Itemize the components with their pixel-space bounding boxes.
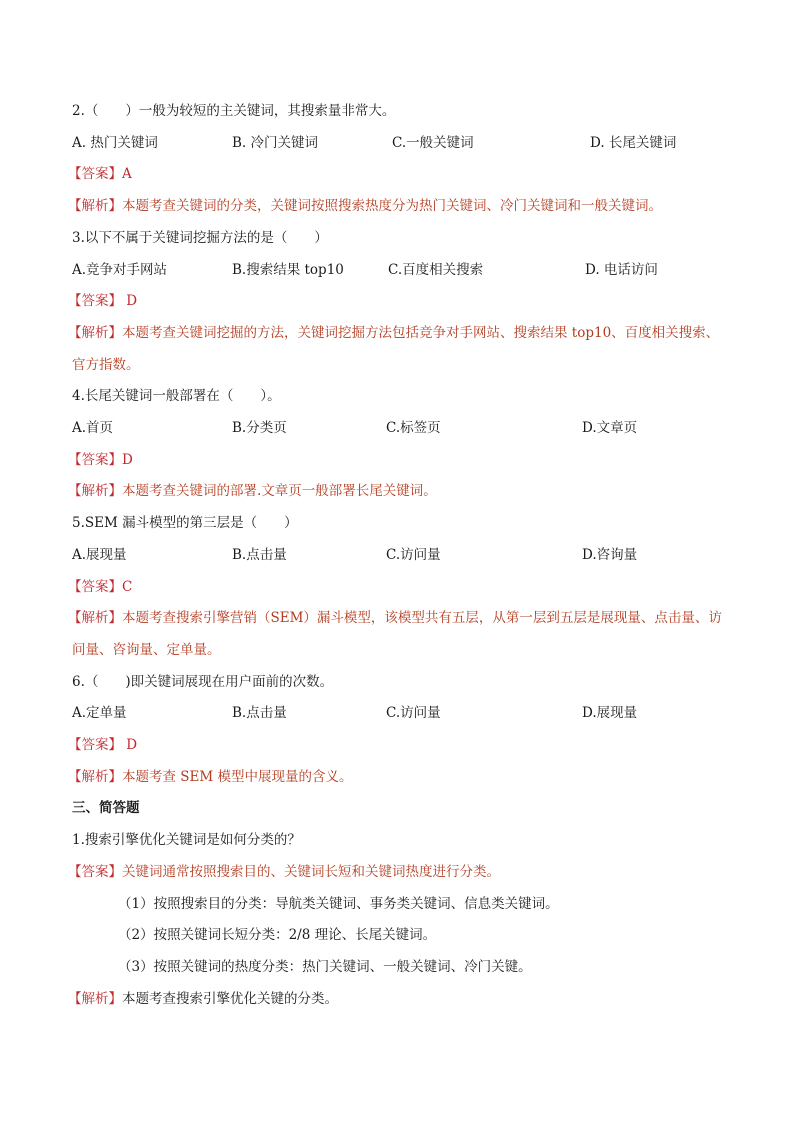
answer-value: D [122, 293, 138, 310]
analysis-text: 本题考查关键词挖掘的方法，关键词挖掘方法包括竞争对手网站、搜索结果 top10、百度相关搜索、官方指数。 [72, 324, 720, 373]
answer-tag: 【答案】 [68, 737, 122, 754]
analysis-tag: 【解析】 [68, 483, 122, 500]
question-4-stem: 4.长尾关键词一般部署在（ ）。 [72, 388, 281, 405]
question-6-stem: 6.（ )即关键词展现在用户面前的次数。 [72, 673, 334, 690]
option-d: D. 电话访问 [585, 261, 658, 278]
option-d: D.文章页 [582, 420, 638, 437]
analysis-tag: 【解析】 [68, 990, 122, 1007]
short-answer-1-answer [68, 857, 732, 889]
section-title: 三、简答题 [72, 800, 140, 817]
option-c: C.标签页 [386, 420, 441, 437]
question-6-answer [68, 730, 732, 762]
option-c: C.百度相关搜索 [388, 261, 484, 278]
option-d: D.展现量 [582, 705, 638, 722]
answer-tag: 【答案】 [68, 166, 122, 183]
question-4-answer [68, 445, 732, 477]
option-b: B.点击量 [232, 546, 287, 563]
analysis-tag: 【解析】 [68, 198, 122, 215]
answer-value: A [122, 166, 132, 183]
option-c: C.访问量 [386, 546, 441, 563]
question-4-analysis [68, 476, 732, 508]
analysis-text: 本题考查搜索引擎优化关键的分类。 [122, 990, 338, 1007]
answer-value: C [122, 578, 133, 595]
analysis-tag: 【解析】 [68, 610, 122, 627]
question-3-options [72, 255, 732, 287]
answer-tag: 【答案】 [68, 863, 122, 880]
question-2-options [72, 128, 732, 160]
analysis-text: 本题考查关键词的部署.文章页一般部署长尾关键词。 [122, 483, 437, 500]
answer-tag: 【答案】 [68, 578, 122, 595]
document-page [68, 96, 732, 1015]
short-answer-1-analysis [68, 984, 732, 1016]
answer-point-2: （2）按照关键词长短分类：2/8 理论、长尾关键词。 [118, 927, 437, 944]
analysis-text: 本题考查关键词的分类，关键词按照搜索热度分为热门关键词、冷门关键词和一般关键词。 [122, 198, 662, 215]
option-a: A.展现量 [72, 546, 127, 563]
answer-value: D [122, 737, 138, 754]
option-b: B.点击量 [232, 705, 287, 722]
question-3-stem: 3.以下不属于关键词挖掘方法的是（ ） [72, 229, 328, 246]
short-answer-1-stem: 1.搜索引擎优化关键词是如何分类的？ [72, 832, 301, 849]
question-2-analysis [68, 191, 732, 223]
option-c: C.一般关键词 [392, 134, 474, 151]
option-d: D.咨询量 [582, 546, 638, 563]
question-3-answer [68, 286, 732, 318]
option-a: A.定单量 [72, 705, 127, 722]
question-2-stem: 2.（ ）一般为较短的主关键词，其搜索量非常大。 [72, 103, 396, 119]
answer-point-1: （1）按照搜索目的分类：导航类关键词、事务类关键词、信息类关键词。 [118, 895, 559, 912]
question-5-answer [68, 572, 732, 604]
option-b: B.搜索结果 top10 [232, 261, 344, 278]
question-5-analysis [68, 603, 732, 666]
answer-point-3: （3）按照关键词的热度分类：热门关键词、一般关键词、冷门关键。 [118, 958, 532, 975]
answer-tag: 【答案】 [68, 451, 122, 468]
option-c: C.访问量 [386, 705, 441, 722]
question-6-analysis [68, 762, 732, 794]
answer-value: D [122, 451, 133, 468]
question-6-options [72, 698, 732, 730]
question-2-answer [68, 159, 732, 191]
answer-tag: 【答案】 [68, 293, 122, 310]
option-b: B. 冷门关键词 [232, 134, 319, 151]
analysis-tag: 【解析】 [68, 324, 122, 341]
analysis-text: 本题考查搜索引擎营销（SEM）漏斗模型，该模型共有五层，从第一层到五层是展现量、点击量、访问量、咨询量、定单量。 [72, 610, 722, 658]
option-a: A.竞争对手网站 [72, 261, 168, 278]
question-5-stem: 5.SEM 漏斗模型的第三层是（ ） [72, 515, 298, 532]
analysis-text: 本题考查 SEM 模型中展现量的含义。 [122, 768, 353, 785]
option-a: A. 热门关键词 [72, 134, 158, 151]
option-b: B.分类页 [232, 420, 287, 437]
question-3-analysis [68, 318, 732, 381]
answer-lead: 关键词通常按照搜索目的、关键词长短和关键词热度进行分类。 [122, 863, 500, 880]
option-d: D. 长尾关键词 [590, 134, 677, 151]
analysis-tag: 【解析】 [68, 768, 122, 785]
option-a: A.首页 [72, 420, 114, 437]
question-5-options [72, 540, 732, 572]
question-4-options [72, 413, 732, 445]
